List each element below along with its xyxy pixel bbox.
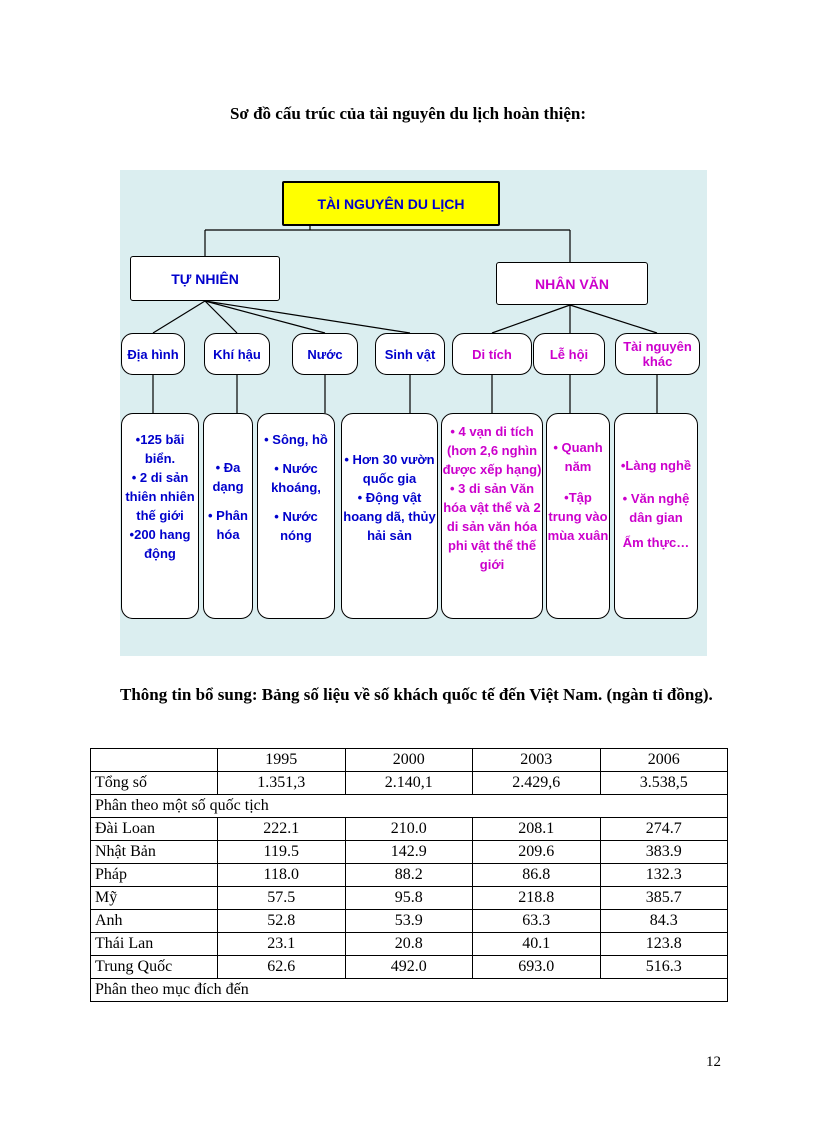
table-cell: 2.140,1 (345, 772, 473, 795)
water-detail-hot: • Nước nóng (274, 509, 318, 543)
biology-details (341, 413, 438, 619)
connector-cultural-other (570, 305, 657, 333)
row-label: Mỹ (91, 887, 218, 910)
table-cell: 274.7 (600, 818, 728, 841)
other-detail-craft-villages: •Làng nghề (620, 458, 692, 473)
table-cell: 52.8 (218, 910, 346, 933)
year-header: 2000 (345, 749, 473, 772)
water-detail-mineral: • Nước khoáng, (271, 461, 321, 495)
table-caption: Thông tin bổ sung: Bảng số liệu về số khách quốc tế đến Việt Nam. (ngàn tỉ đồng). (120, 685, 713, 704)
section-label: Phân theo một số quốc tịch (91, 795, 728, 818)
climate-detail-differentiated: • Phân hóa (208, 508, 248, 542)
water-details (257, 413, 335, 619)
connector-natural-terrain (153, 301, 205, 333)
connector-cultural-relics (492, 305, 570, 333)
table-header-row (91, 749, 728, 772)
root-node: TÀI NGUYÊN DU LỊCH (282, 181, 500, 226)
year-header: 1995 (218, 749, 346, 772)
table-cell: 516.3 (600, 956, 728, 979)
table-cell: 142.9 (345, 841, 473, 864)
terrain-detail-beaches: •125 bãi biển. (135, 432, 185, 466)
table-cell: 88.2 (345, 864, 473, 887)
table-row (91, 933, 728, 956)
header-blank-cell (91, 749, 218, 772)
table-cell: 210.0 (345, 818, 473, 841)
water-detail-rivers: • Sông, hồ (264, 432, 328, 447)
table-cell: 86.8 (473, 864, 601, 887)
row-label: Trung Quốc (91, 956, 218, 979)
relics-details (441, 413, 543, 619)
biology-detail-parks: • Hơn 30 vườn quốc gia (344, 452, 435, 486)
table-cell: 132.3 (600, 864, 728, 887)
table-cell: 2.429,6 (473, 772, 601, 795)
table-cell: 40.1 (473, 933, 601, 956)
table-section-row (91, 795, 728, 818)
table-cell: 119.5 (218, 841, 346, 864)
table-row-total (91, 772, 728, 795)
table-cell: 492.0 (345, 956, 473, 979)
row-label: Anh (91, 910, 218, 933)
biology-detail-wildlife: • Động vật hoang dã, thủy hải sản (343, 490, 436, 543)
festival-detail-spring: •Tập trung vào mùa xuân (547, 490, 609, 543)
table-cell: 385.7 (600, 887, 728, 910)
table-row (91, 818, 728, 841)
festival-details (546, 413, 610, 619)
row-label: Tổng số (91, 772, 218, 795)
water-node: Nước (292, 333, 358, 375)
year-header: 2006 (600, 749, 728, 772)
row-label: Thái Lan (91, 933, 218, 956)
table-cell: 57.5 (218, 887, 346, 910)
table-row (91, 887, 728, 910)
festival-node: Lễ hội (533, 333, 605, 375)
table-row (91, 864, 728, 887)
table-cell: 693.0 (473, 956, 601, 979)
row-label: Đài Loan (91, 818, 218, 841)
tourism-resource-diagram (120, 170, 707, 656)
row-label: Nhật Bản (91, 841, 218, 864)
other-resources-node: Tài nguyên khác (615, 333, 700, 375)
row-label: Pháp (91, 864, 218, 887)
terrain-detail-caves: •200 hang động (129, 527, 191, 561)
other-detail-folk-arts: • Văn nghệ dân gian (622, 491, 690, 525)
table-cell: 218.8 (473, 887, 601, 910)
table-cell: 208.1 (473, 818, 601, 841)
table-cell: 3.538,5 (600, 772, 728, 795)
table-row (91, 910, 728, 933)
table-cell: 1.351,3 (218, 772, 346, 795)
table-cell: 63.3 (473, 910, 601, 933)
cultural-node: NHÂN VĂN (496, 262, 648, 305)
table-cell: 118.0 (218, 864, 346, 887)
terrain-details (121, 413, 199, 619)
festival-detail-year-round: • Quanh năm (553, 440, 603, 474)
year-header: 2003 (473, 749, 601, 772)
other-detail-cuisine: Ẩm thực… (622, 535, 690, 550)
section-label: Phân theo mục đích đến (91, 979, 728, 1002)
table-cell: 123.8 (600, 933, 728, 956)
table-section-row (91, 979, 728, 1002)
other-resources-details (614, 413, 698, 619)
climate-detail-diverse: • Đa dạng (212, 460, 244, 494)
table-cell: 95.8 (345, 887, 473, 910)
table-cell: 222.1 (218, 818, 346, 841)
relics-detail-heritage: • 3 di sản Văn hóa vật thể và 2 di sản văn hóa phi vật thể thế giới (443, 481, 541, 572)
table-cell: 23.1 (218, 933, 346, 956)
table-row (91, 956, 728, 979)
table-cell: 84.3 (600, 910, 728, 933)
relics-node: Di tích (452, 333, 532, 375)
table-cell: 209.6 (473, 841, 601, 864)
table-cell: 62.6 (218, 956, 346, 979)
page-heading: Sơ đồ cấu trúc của tài nguyên du lịch hoàn thiện: (229, 104, 587, 123)
climate-node: Khí hậu (204, 333, 270, 375)
relics-detail-count: • 4 vạn di tích (hơn 2,6 nghìn được xếp hạng) (442, 424, 542, 477)
table-row (91, 841, 728, 864)
natural-node: TỰ NHIÊN (130, 256, 280, 301)
visitor-table (90, 748, 728, 1002)
terrain-node: Địa hình (121, 333, 185, 375)
terrain-detail-heritage: • 2 di sản thiên nhiên thế giới (125, 470, 195, 523)
climate-details (203, 413, 253, 619)
table-cell: 53.9 (345, 910, 473, 933)
table-cell: 20.8 (345, 933, 473, 956)
page-number: 12 (706, 1054, 721, 1070)
table-cell: 383.9 (600, 841, 728, 864)
biology-node: Sinh vật (375, 333, 445, 375)
